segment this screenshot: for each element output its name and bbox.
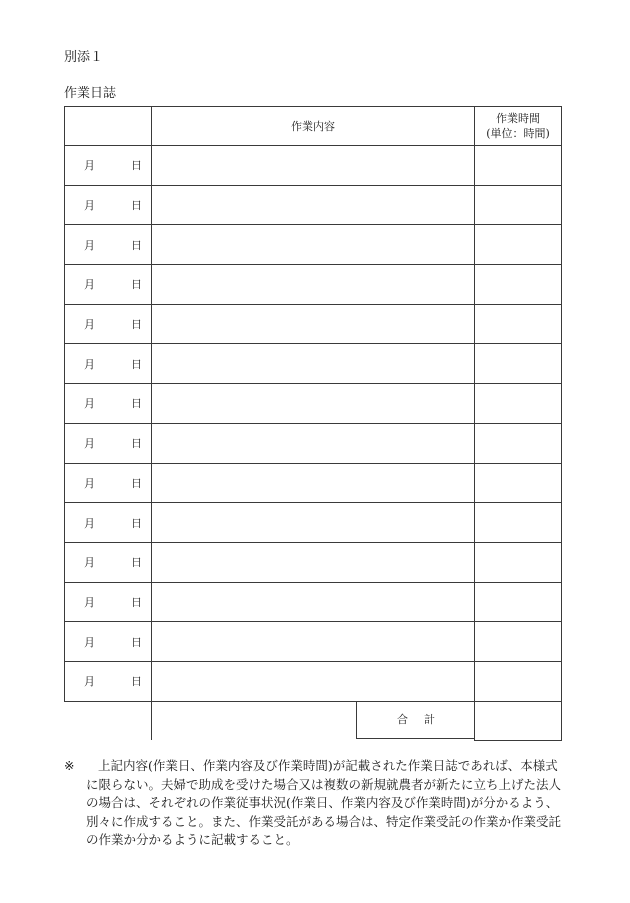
month-label: 月 — [84, 476, 95, 490]
work-hours-cell[interactable] — [475, 582, 562, 622]
work-content-cell[interactable] — [152, 542, 475, 582]
day-label: 日 — [131, 476, 142, 490]
day-label: 日 — [131, 635, 142, 649]
day-label: 日 — [131, 318, 142, 332]
header-date-cell — [65, 107, 152, 146]
table-row — [65, 661, 562, 701]
table-row — [65, 225, 562, 265]
work-hours-cell[interactable] — [475, 265, 562, 305]
header-content-cell: 作業内容 — [152, 107, 475, 146]
work-content-cell[interactable] — [152, 265, 475, 305]
date-cell[interactable] — [65, 503, 152, 543]
total-row — [65, 701, 562, 740]
work-hours-cell[interactable] — [475, 542, 562, 582]
month-label: 月 — [84, 159, 95, 173]
work-content-cell[interactable] — [152, 503, 475, 543]
day-label: 日 — [131, 159, 142, 173]
day-label: 日 — [131, 238, 142, 252]
total-blank-cell — [65, 701, 152, 740]
work-content-cell[interactable] — [152, 463, 475, 503]
work-content-cell[interactable] — [152, 146, 475, 186]
header-hours-cell — [475, 107, 562, 146]
header-hours-title: 作業時間 — [496, 112, 540, 125]
month-label: 月 — [84, 357, 95, 371]
month-label: 月 — [84, 199, 95, 213]
month-label: 月 — [84, 556, 95, 570]
document-title: 作業日誌 — [64, 86, 117, 101]
month-label: 月 — [84, 516, 95, 530]
day-label: 日 — [131, 556, 142, 570]
month-label: 月 — [84, 397, 95, 411]
month-label: 月 — [84, 318, 95, 332]
table-row — [65, 423, 562, 463]
month-label: 月 — [84, 595, 95, 609]
month-label: 月 — [84, 437, 95, 451]
work-hours-cell[interactable] — [475, 344, 562, 384]
day-label: 日 — [131, 595, 142, 609]
work-hours-cell[interactable] — [475, 185, 562, 225]
date-cell[interactable] — [65, 463, 152, 503]
header-hours-unit: (単位：時間) — [486, 127, 550, 140]
footnote — [64, 757, 564, 850]
date-cell[interactable] — [65, 582, 152, 622]
table-row — [65, 344, 562, 384]
work-hours-cell[interactable] — [475, 384, 562, 424]
table-row — [65, 542, 562, 582]
work-content-cell[interactable] — [152, 384, 475, 424]
work-hours-cell[interactable] — [475, 146, 562, 186]
day-label: 日 — [131, 278, 142, 292]
table-row — [65, 265, 562, 305]
date-cell[interactable] — [65, 146, 152, 186]
note-mark: ※ — [64, 758, 75, 773]
work-hours-cell[interactable] — [475, 225, 562, 265]
work-hours-cell[interactable] — [475, 622, 562, 662]
table-row — [65, 463, 562, 503]
day-label: 日 — [131, 397, 142, 411]
date-cell[interactable] — [65, 304, 152, 344]
date-cell[interactable] — [65, 423, 152, 463]
table-body — [65, 146, 562, 702]
date-cell[interactable] — [65, 384, 152, 424]
total-label: 合計 — [356, 701, 475, 739]
work-content-cell[interactable] — [152, 225, 475, 265]
table-row — [65, 582, 562, 622]
date-cell[interactable] — [65, 225, 152, 265]
work-log-table — [64, 106, 562, 741]
work-content-cell[interactable] — [152, 622, 475, 662]
day-label: 日 — [131, 675, 142, 689]
table-row — [65, 146, 562, 186]
work-hours-cell[interactable] — [475, 661, 562, 701]
date-cell[interactable] — [65, 265, 152, 305]
day-label: 日 — [131, 199, 142, 213]
attachment-label: 別添１ — [64, 50, 104, 65]
month-label: 月 — [84, 675, 95, 689]
work-content-cell[interactable] — [152, 185, 475, 225]
total-hours-cell[interactable] — [475, 701, 562, 740]
work-content-cell[interactable] — [152, 423, 475, 463]
month-label: 月 — [84, 278, 95, 292]
date-cell[interactable] — [65, 542, 152, 582]
work-content-cell[interactable] — [152, 344, 475, 384]
work-hours-cell[interactable] — [475, 304, 562, 344]
table-row — [65, 384, 562, 424]
month-label: 月 — [84, 238, 95, 252]
work-hours-cell[interactable] — [475, 463, 562, 503]
date-cell[interactable] — [65, 344, 152, 384]
date-cell[interactable] — [65, 622, 152, 662]
total-container-cell — [152, 701, 475, 740]
work-content-cell[interactable] — [152, 304, 475, 344]
work-hours-cell[interactable] — [475, 423, 562, 463]
day-label: 日 — [131, 357, 142, 371]
date-cell[interactable] — [65, 185, 152, 225]
table-row — [65, 185, 562, 225]
table-row — [65, 503, 562, 543]
day-label: 日 — [131, 516, 142, 530]
date-cell[interactable] — [65, 661, 152, 701]
work-content-cell[interactable] — [152, 582, 475, 622]
work-content-cell[interactable] — [152, 661, 475, 701]
work-hours-cell[interactable] — [475, 503, 562, 543]
table-header-row — [65, 107, 562, 146]
table-row — [65, 304, 562, 344]
table-row — [65, 622, 562, 662]
day-label: 日 — [131, 437, 142, 451]
note-text: 上記内容(作業日、作業内容及び作業時間)が記載された作業日誌であれば、本様式に限らない。夫婦で助成を受けた場合又は複数の新規就農者が新たに立ち上げた法人の場合は、それぞれの作業従事状況(作業日、作業内容及び作業時間)が分かるよう、別々に作成すること。また、作業受託がある場合は、特定作業受託の作業か作業受託の作業か分かるように記載すること。 — [86, 758, 562, 847]
month-label: 月 — [84, 635, 95, 649]
